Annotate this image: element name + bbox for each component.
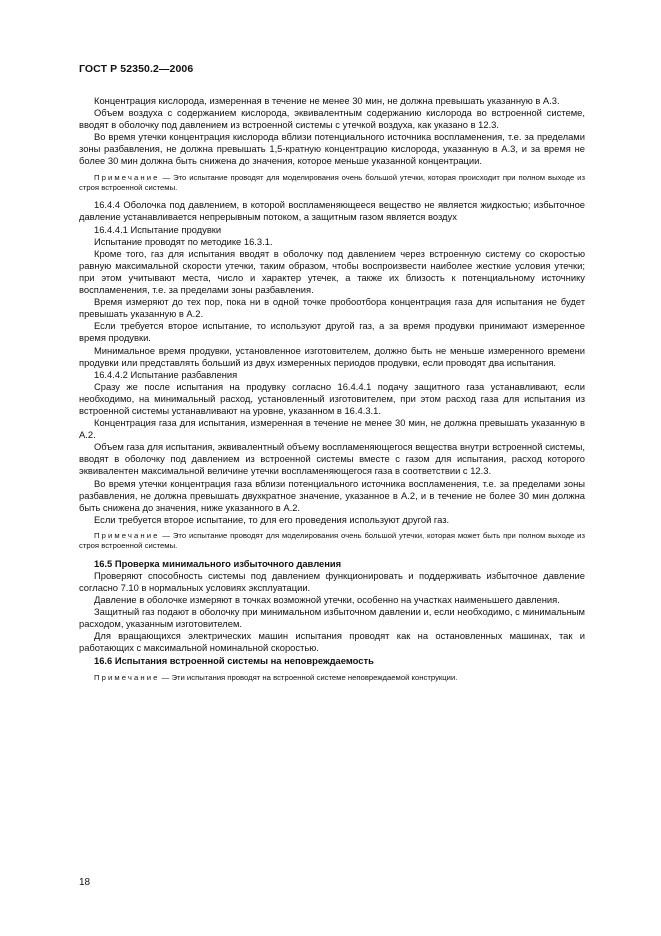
paragraph: Во время утечки концентрация кислорода вблизи потенциального источника воспламенения, т.е. за пределами зоны разбавления, не должна превышать 1,5-кратную концентрацию кислорода, указанную в А.3, и за время не более 30 мин должна быть снижена до значения, которое меньше указанной концентрации. bbox=[79, 131, 585, 167]
paragraph: Кроме того, газ для испытания вводят в оболочку под давлением через встроенную систему со скоростью равную максимальной скорости утечки, таким образом, чтобы воспроизвести наиболее жесткие условия утечки; при этом учитывают места, число и характер утечек, а также их близость к потенциальному источнику воспламенения, т.е. за пределами зоны разбавления. bbox=[79, 247, 585, 296]
section-heading-16-5: 16.5 Проверка минимального избыточного давления bbox=[94, 557, 342, 569]
paragraph: Проверяют способность системы под давлением функционировать и поддерживать избыточное давление согласно 7.10 в нормальных условиях эксплуатации. bbox=[79, 569, 585, 593]
paragraph: Давление в оболочке измеряют в точках возможной утечки, особенно на участках наименьшего давления. bbox=[94, 594, 560, 605]
note-text: — Это испытание проводят для моделирования очень большой утечки, которая может быть при полном выходе из строя встроенной системы. bbox=[79, 530, 585, 551]
clause-16-4-4: 16.4.4 Оболочка под давлением, в которой воспламеняющееся вещество не является жидкостью; избыточное давление устанавливается непрерывным потоком, а защитным газом является воздух bbox=[79, 199, 585, 223]
page-number: 18 bbox=[79, 877, 91, 888]
paragraph: Испытание проводят по методике 16.3.1. bbox=[94, 235, 273, 247]
note bbox=[79, 531, 585, 552]
paragraph: Если требуется второе испытание, то используют другой газ, а за время продувки принимают измеренное время продувки. bbox=[79, 320, 585, 344]
clause-16-4-4-2-title: 16.4.4.2 Испытание разбавления bbox=[94, 368, 238, 380]
paragraph: Защитный газ подают в оболочку при минимальном избыточном давлении и, если необходимо, с минимальным расходом, указанным изготовителем. bbox=[79, 606, 585, 630]
paragraph: Время измеряют до тех пор, пока ни в одной точке пробоотбора концентрация газа для испытания не будет превышать указанную в А.2. bbox=[79, 296, 585, 320]
document-body bbox=[79, 95, 585, 689]
clause-16-4-4-1-title: 16.4.4.1 Испытание продувки bbox=[94, 223, 222, 235]
note-label: Примечание bbox=[94, 172, 160, 182]
note bbox=[79, 173, 585, 194]
note-label: Примечание bbox=[94, 672, 160, 682]
note-text: — Это испытание проводят для моделирования очень большой утечки, которая происходит при полном выходе из строя встроенной системы. bbox=[79, 172, 585, 192]
paragraph: Если требуется второе испытание, то для его проведения используют другой газ. bbox=[94, 513, 450, 525]
paragraph: Минимальное время продувки, установленное изготовителем, должно быть не меньше измеренного времени продувки или представлять больший из двух измеренных периодов продувки, если проводят два испытания. bbox=[79, 344, 585, 368]
paragraph: Объем газа для испытания, эквивалентный объему воспламеняющегося вещества внутри встроенной системы, вводят в оболочку под давлением из встроенной системы вместе с газом для испытания, расход которого эквивалентен максимальной величине утечки воспламеняющегося газа в соответствии с 12.3. bbox=[79, 441, 585, 477]
paragraph: Концентрация кислорода, измеренная в течение не менее 30 мин, не должна превышать указанную в А.3. bbox=[94, 95, 560, 106]
document-header: ГОСТ Р 52350.2—2006 bbox=[79, 63, 194, 75]
note-text: — Эти испытания проводят на встроенной системе неповреждаемой конструкции. bbox=[159, 672, 458, 682]
paragraph: Во время утечки концентрация газа вблизи потенциального источника воспламенения, т.е. за пределами зоны разбавления, не должна превышать двухкратное значение, указанное в А.2, и в течение не более 30 мин должна быть снижена до значения, ниже указанного в А.2. bbox=[79, 477, 585, 513]
note-label: Примечание bbox=[94, 530, 160, 540]
section-heading-16-6: 16.6 Испытания встроенной системы на неповреждаемость bbox=[94, 655, 374, 667]
paragraph: Для вращающихся электрических машин испытания проводят как на остановленных машинах, так и работающих с максимальной номинальной скоростью. bbox=[79, 630, 585, 654]
paragraph: Сразу же после испытания на продувку согласно 16.4.4.1 подачу защитного газа устанавливают, если необходимо, на минимальный расход, установленный изготовителем, при этом расход газа для испытания из встроенной системы устанавливают на уровне, указанном в 16.4.3.1. bbox=[79, 380, 585, 416]
note bbox=[79, 673, 585, 683]
paragraph: Объем воздуха с содержанием кислорода, эквивалентным содержанию кислорода во встроенной системе, вводят в оболочку под давлением из встроенной системы с утечкой воздуха, как указано в 12.3. bbox=[79, 107, 585, 131]
paragraph: Концентрация газа для испытания, измеренная в течение не менее 30 мин, не должна превышать указанную в А.2. bbox=[79, 417, 585, 441]
